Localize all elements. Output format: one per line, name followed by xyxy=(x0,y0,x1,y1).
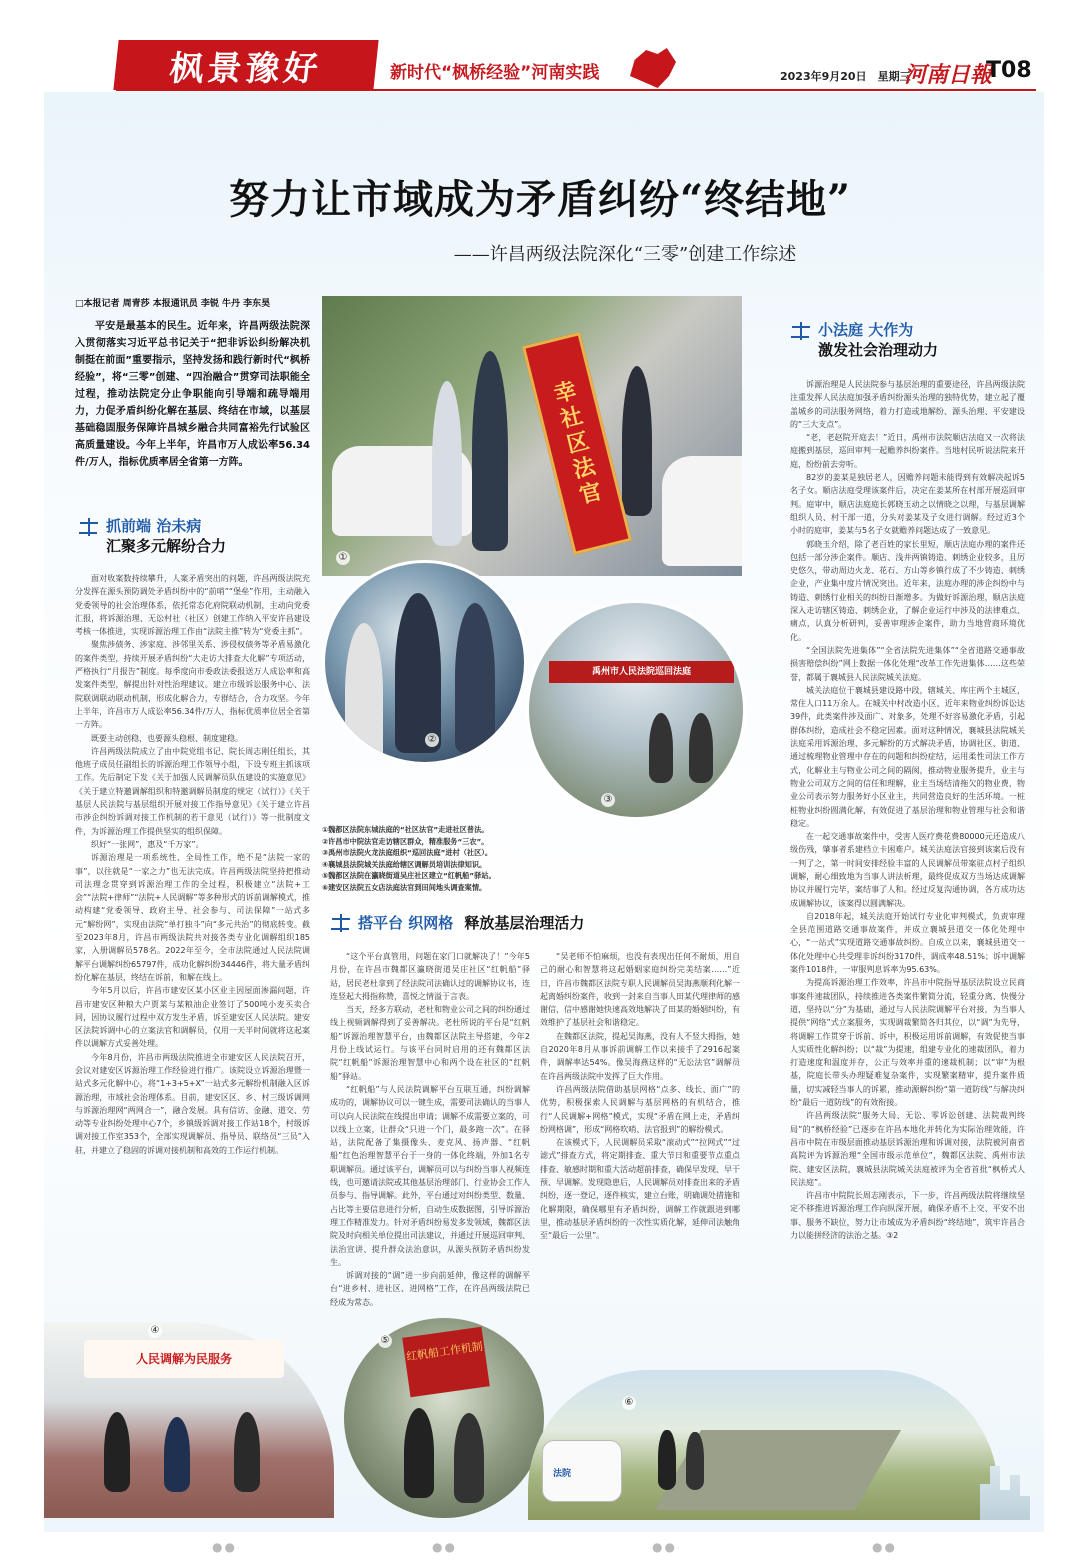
page-dots: ●● xyxy=(432,1540,457,1554)
section3-title: 小法庭 大作为 xyxy=(818,321,914,339)
section1-subtitle: 汇聚多元解纷合力 xyxy=(106,537,227,555)
column-masthead: 枫景豫好 xyxy=(113,40,378,90)
photo-visit-villagers xyxy=(322,560,527,765)
person-figure xyxy=(472,351,508,551)
person-figure xyxy=(686,1432,704,1490)
photo-badge: ③ xyxy=(601,793,615,807)
photo-badge: ⑥ xyxy=(622,1396,636,1410)
paragraph: 在魏都区法院，提起吴海燕，没有人不竖大拇指，她自2020年8月从事诉前调解工作以来接手了2916起案件，调解率达54%。像吴海燕这样的“无讼法官”调解员在许昌两级法院中发挥了巨大作用。 xyxy=(540,1031,740,1081)
section1-heading xyxy=(78,516,226,556)
person-figure xyxy=(689,713,713,783)
section3-subtitle: 激发社会治理动力 xyxy=(818,341,939,359)
section2-body-col1 xyxy=(330,950,530,1308)
section2-body-col2 xyxy=(540,950,740,1308)
series-banner: 新时代“枫桥经验”河南实践 xyxy=(390,63,600,83)
caption: ②许昌市中院法官走访辖区群众，精准服务“三农”。 xyxy=(322,836,489,846)
section2-heading xyxy=(330,912,584,936)
paragraph: “老，老赵院开庭去！”近日，禹州市法院顺店法庭又一次将法庭搬到基层，巡回审判一起赡养纠纷案件。当地村民听说法院来开庭，纷纷前去旁听。 xyxy=(790,433,1025,469)
person-figure xyxy=(234,1412,260,1492)
section2-title: 搭平台 织网格 xyxy=(358,914,454,932)
person-figure xyxy=(455,603,495,753)
page-number: T08 xyxy=(986,58,1032,83)
paragraph: 诉源治理是人民法院参与基层治理的重要途径，许昌两级法院注重发挥人民法庭加强矛盾纠纷源头治理的独特优势，建立起了覆盖城乡的司法服务网络，着力打造或地解纷、源头治理、平安建设的“三大支点”。 xyxy=(790,380,1025,429)
person-figure xyxy=(345,623,383,763)
person-figure xyxy=(432,381,462,546)
lead-paragraph: 平安是最基本的民生。近年来，许昌两级法院深入贯彻落实习近平总书记关于“把非诉讼纠纷解决机制挺在前面”重要指示，坚持发扬和践行新时代“枫桥经验”，将“三零”创建、“四治融合”贯穿司法职能全过程，推动法院定分止争职能向引导端和疏导端用力，力促矛盾纠纷化解在基层、终结在市域，以基层基础稳固服务保障许昌城乡融合共同富裕先行试验区高质量建设。今年上半年，许昌市万人成讼率56.34件/万人，指标优质率居全省第一方阵。 xyxy=(75,321,310,468)
header-rule xyxy=(116,89,1036,91)
section2-subtitle: 释放基层治理活力 xyxy=(464,914,585,932)
paragraph: 许昌两级法院成立了由中院党组书记、院长周志刚任组长，其他班子成员任副组长的诉源治理工作领导小组，下设专班主抓该项工作。先后制定下发《关于加强人民调解员队伍建设的实施意见》《关于建立特邀调解组织和特邀调解员制度的规定（试行）》《关于基层人民法院与基层组织开展对接工作指导意见》《关于建立许昌市涉企纠纷诉调对接工作机制的若干意见（试行）》等一批制度文件，为诉源治理工作提供坚实的组织保障。 xyxy=(75,746,310,836)
paragraph: 诉调对接的“调”进一步向前延伸，像这样的调解平台“进乡村、进社区、进网格”工作，在许昌两级法院已经成为常态。 xyxy=(330,1271,530,1307)
red-sail-sign: 红帆船工作机制 xyxy=(402,1327,490,1398)
photo-field-investigation xyxy=(528,1370,998,1520)
person-figure xyxy=(395,593,441,753)
caption: ⑤魏都区法院在瀛晓街道吴庄社区建立“红帆船”驿站。 xyxy=(322,871,496,880)
article-subtitle: ——许昌两级法院深化“三零”创建工作综述 xyxy=(453,244,797,265)
person-figure xyxy=(454,1413,484,1503)
photo-badge: ④ xyxy=(148,1324,162,1338)
paragraph: 聚焦涉债务、涉家庭、涉邻里关系、涉侵权债务等矛盾易激化的案件类型，持续开展矛盾纠纷“大走访大排查大化解”专项活动，严格执行“月报告”制度。每季度向市委政法委报送万人成讼率和高发案件类型，解提出针对性治理建议。建立市级诉讼服务中心、法院联调联动联动机制，形成化解合力，专群结合，合力攻坚。今年上半年，许昌市万人成讼率56.34件/万人，指标优质率位居全省第一方阵。 xyxy=(75,640,310,730)
caption: ④襄城县法院城关法庭给辖区调解员培训法律知识。 xyxy=(322,859,487,869)
article-title: 努力让市域成为矛盾纠纷“终结地” xyxy=(228,176,851,223)
page-dots: ●● xyxy=(652,1540,677,1554)
newspaper-logo: 河南日報 xyxy=(904,62,993,88)
caption: ①魏都区法院东城法庭的“社区法官”走进社区普法。 xyxy=(322,825,489,834)
person-figure xyxy=(622,366,652,516)
paragraph: 郭晓玉介绍，除了老百姓的家长里短，顺店法庭办理的案件还包括一部分涉企案件。顺店、浅井两镇铸造、刺绣企业较多，且厉史悠久，带动周边火龙、花石、方山等乡镇行成了不少铸造、刺绣企业，产业集中度片情况突出。近年来，法庭办理的涉企纠纷中与铸造、刺绣行业相关的纠纷日渐增多。为做好诉源治理，顺店法庭深入走访辖区铸造、刺绣企业，了解企业运行中涉及的法律难点、痛点，认真分析研判，妥善审理涉企案件，助力当地营商环境优化。 xyxy=(790,539,1025,642)
person-figure xyxy=(658,1430,676,1490)
caption: ③禹州市法院火龙法庭组织“巡回法庭”进村（社区）。 xyxy=(322,848,493,857)
photo-badge: ⑤ xyxy=(378,1334,392,1348)
paragraph: 诉源治理是一项系统性、全局性工作，绝不是“法院一家的事”，以往就是“一家之力”也无法完成。许昌两级法院坚持把推动司法理念贯穿到诉源治理工作的全过程，积极建立“法院+工会”“法院+律师”“法院+人民调解”等多种形式的诉前调解模式，推动构建“党委领导、政府主导、社会参与、司法保障”一站式多元“解纷网”，实现由法院“单打独斗”向“多元共治”的彻底转变。截至2023年8月，许昌市两级法院共对接各类专业化调解组织185家，入册调解员578名。2022年至今，全市法院通过人民法院调解平台调解纠纷65797件，成功化解纠纷34446件，将大量矛盾纠纷化解在基层，终结在诉前，和解在线上。 xyxy=(75,853,310,982)
scales-icon xyxy=(790,320,812,344)
van-label: 法院 xyxy=(553,1469,572,1479)
section3-heading xyxy=(790,320,938,360)
page-dots: ●● xyxy=(872,1540,897,1554)
paragraph: 许昌市中院院长周志刚表示，下一步，许昌两级法院将继续坚定不移推进诉源治理工作向纵深开展，确保矛盾不上交、平安不出事、服务不缺位，努力让市域成为矛盾纠纷“终结地”，筑牢许昌合力以能拼经济的法治之基。③2 xyxy=(790,1191,1025,1240)
car-shape xyxy=(662,456,742,566)
henan-map-icon xyxy=(630,48,676,88)
paragraph: “全国法院先进集体”“全省法院先进集体”“全省道路交通事故损害赔偿纠纷”网上数据一体化处理“改革工作先进集体……这些荣誉，都属于襄城县人民法院城关法庭。 xyxy=(790,645,1025,682)
paragraph: 自2018年起，城关法庭开始试行专业化审判模式，负责审理全县范围道路交通事故案件，并成立襄城县道交一体化处理中心，“一站式”实现道路交通事故纠纷。自成立以来，襄城县道交一体化处理中心共受理非诉纠纷3170件，调成率48.51%；诉中调解案件1018件，一审服判息诉率为95.63%。 xyxy=(790,911,1025,975)
paragraph: 城关法庭位于襄城县建设路中段，辖城关、库庄两个主城区，常住人口11万余人。在城关中村改造小区，近年来物业纠纷诉讼达39件，此类案件涉及面广、对象多，处理不好容易激化矛盾，引起群体纠纷，造成社会不稳定因素。面对这种情况，襄城县法院城关法庭采用诉源治理、多元解纷的方式解决矛盾，协调社区、街道、通过梳理物业管理中存在的问题和纠纷症结，运用柔性司法工作方式，化解业主与物业公司之间的隔阂，推动物业服务提升，业主与物业公司双方之间的信任和理解，业主当场结清拖欠的物业费，物业公司表示努力服务好小区业主，共同营造良好的生活环境。一桩桩物业纠纷圆满化解，有效促进了基层治理和物业管理与社会和谐稳定。 xyxy=(790,685,1025,828)
photo-red-sail-station xyxy=(344,1318,544,1518)
scales-icon xyxy=(330,912,352,936)
section3-body xyxy=(790,378,1025,1358)
page-header xyxy=(0,0,1080,90)
paragraph: 既要主动创稳，也要源头稳根、制度建稳。 xyxy=(91,733,243,743)
paragraph: 今年8月份，许昌市两级法院推进全市建安区人民法院召开，会议对建安区诉源治理工作经验进行推广。该院设立诉源治理暨一站式多元化解中心，将“1+3+5+X”一站式多元解纷机制融入区诉源治理，市域社会治理体系。目前，建安区区、乡、村三级诉调网与诉源治理网“两网合一”，融合发展。具有信访、金融、道交、劳动等专业纠纷处理中心7个，乡镇级诉调对接工作站18个，村级诉调对接工作室353个，全部实现调解员、指导员、联络员“三员”入驻，并建立了稳固的诉调对接机制和高效的工作运行机制。 xyxy=(75,1052,310,1155)
paragraph: 82岁的姜某是独居老人，因赡养问题未能得到有效解决起诉5名子女。顺店法庭受理该案件后，决定在姜某所在村部开展巡回审判。庭审中，顺店法庭庭长郭晓玉动之以情晓之以理，与基层调解组织人员、村干部一道，分头对姜某及子女进行调解。经过近3个小时的庭审，姜某与5名子女就赡养问题达成了一致意见。 xyxy=(790,473,1025,536)
person-figure xyxy=(104,1412,130,1492)
paragraph: 织好“一张网”，惠及“千万家”。 xyxy=(91,839,204,849)
paragraph: 许昌两级法院“服务大局、无讼、零诉讼创建、法院裁判终局”的“枫桥经验”已逐步在许昌本地化并转化为实际治理效能，许昌市中院在市级层面推动基层诉源治理和诉调对接，法院被河南省高院评为诉源治理“全国市级示范单位”，魏都区法院、禹州市法院、建安区法院，襄城县法院城关法庭被评为全省首批“枫桥式人民法庭”。 xyxy=(790,1111,1025,1187)
issue-date: 2023年9月20日 星期三 xyxy=(780,70,911,83)
scales-icon xyxy=(78,516,100,540)
paragraph: 当天，经多方联动，老杜和物业公司之间的纠纷通过线上视频调解得到了妥善解决。老杜所说的平台是“红帆船”诉源治理智慧平台，由魏都区法院主导搭建，今年2月份上线试运行。与该平台同时启用的还有魏都区法院“红帆船”诉源治理智慧中心和两个设在社区的“红帆船”驿站。 xyxy=(330,1005,530,1081)
section1-body xyxy=(75,572,310,1272)
page-dots: ●● xyxy=(212,1540,237,1554)
byline: □本报记者 周青莎 本报通讯员 李锐 牛丹 李东昊 xyxy=(75,299,271,309)
paragraph: 面对收案数持续攀升，人案矛盾突出的问题，许昌两级法院充分发挥在源头预防调处矛盾纠纷中的“前哨”“堡垒”作用，主动融入党委领导的社会治理体系，依托常态化府院联动机制，主动向党委汇报，将诉源治理、无讼村社（社区）创建工作纳入平安许昌建设考核一体推进，实现诉源治理工作由“法院主推”转为“党委主抓”。 xyxy=(75,574,310,637)
paragraph: 许昌两级法院借助基层网格“点多、线长、面广”的优势，积极探索人民调解与基层网格的有机结合，推行“人民调解+网格”模式，实现“矛盾在网上走，矛盾纠纷网格调”，形成“网格吹哨、法官报到”的解纷模式。 xyxy=(540,1084,740,1134)
paragraph: 今年5月以后，许昌市建安区某小区业主因屋面渗漏问题，许昌市建安区种粮大户贾某与某粮油企业签订了500吨小麦买卖合同，因协议履行过程中双方发生矛盾，诉至建安区人民法院。建安区法院诉调中心的立案法官和调解员，仅用一天半时间就将这起案件以调解方式妥善处理。 xyxy=(75,986,310,1049)
paragraph: “红帆船”与人民法院调解平台互联互通，纠纷调解成功的，调解协议可以一键生成，需要司法确认的当事人可以向人民法院在线提出申请；调解不成需要立案的，可以线上立案，让群众“只进一个门，最多跑一次”。在驿站，法院配备了集摄像头、麦克风、扬声器、“红帆船”红色治理智慧平台于一身的一体化终端，外加1名专职调解员。通过该平台，调解员可以与纠纷当事人视频连线，也可邀请法院或其他基层治理部门、行业协会工作人员参与、指导调解。此外，平台通过对纠纷类型、数量、占比等主要信息进行分析，自动生成数据图，引导诉源治理工作精准发力。针对矛盾纠纷易发多发领域，魏都区法院及时向相关单位提出司法建议，并通过开展巡回审判、法治宣讲、提升群众法治意识，从源头预防矛盾纠纷发生。 xyxy=(330,1084,530,1267)
photo-circuit-court xyxy=(526,600,746,820)
paragraph: 在该模式下，人民调解员采取“滚动式”“拉网式”“过滤式”排查方式，将定期排查、重大节日和重要节点重点排查、敏感时期和重大活动超前排查，确保早发现、早干预、早调解。发现隐患后，人民调解员对排查出来的矛盾纠纷，逐一登记，逐件核实，建立台账，明确调处措施和化解期限，确保哪里有矛盾纠纷，调解工作就跟进到哪里，推动基层矛盾纠纷的一次性实质化解，延伸司法触角至“最后一公里”。 xyxy=(540,1138,740,1241)
mediation-wall-sign: 人民调解为民服务 xyxy=(84,1340,284,1378)
paragraph: 为提高诉源治理工作效率，许昌市中院指导基层法院设立民商事案件速裁团队，持续推进各类案件繁简分流，轻重分离、快慢分道，坚持以“分”为基础，通过与人民法院调解平台对接，为当事人提供“网络”式立案服务，实现调裁繁简各归其位，以“调”为先导，将调解工作贯穿于诉前、诉中，积极运用诉前调解，有效促使当事人实质性化解纠纷；以“裁”为提速，组建专业化的速裁团队，着力打造速度和温度并存，公正与效率并重的速裁机制；以“审”为根基，院庭长带头办理疑难复杂案件，实现繁案精审，提升案件质量，切实减轻当事人的诉累，推动源解纠纷“第一道防线”与解决纠纷“最后一道防线”的有效衔接。 xyxy=(790,978,1025,1108)
caption: ⑥建安区法院五女店法庭法官到田间地头调查案情。 xyxy=(322,882,487,892)
person-figure xyxy=(164,1417,190,1492)
photo-badge: ② xyxy=(425,733,439,747)
photo-community-judge xyxy=(322,296,742,576)
court-van xyxy=(542,1440,622,1502)
paragraph: “这个平台真管用，问题在家门口就解决了！”今年5月份，在许昌市魏都区瀛晓街道吴庄社区“红帆船”驿站，居民老杜拿到了经法院司法确认过的调解协议书，连连竖起大拇指称赞，喜悦之情溢于言表。 xyxy=(330,952,530,1001)
circuit-court-sign: 禹州市人民法院巡回法庭 xyxy=(549,661,734,683)
section1-title: 抓前端 治未病 xyxy=(106,517,202,535)
person-figure xyxy=(404,1408,434,1498)
photo-badge: ① xyxy=(336,551,350,565)
community-court-banner: 幸社区法官 xyxy=(522,332,632,555)
person-figure xyxy=(649,713,673,783)
paragraph: “吴老师不怕麻烦，也没有表现出任何不耐烦，用自己的耐心和智慧将这起婚姻家庭纠纷完美结案……”近日，许昌市魏都区法院专职人民调解员吴海燕顺利化解一起离婚纠纷案件，收到一封来自当事人田某代理律师的感谢信，信中感谢她快速高效地解决了田某的婚姻纠纷，有效维护了基层社会和谐稳定。 xyxy=(540,952,740,1028)
paragraph: 在一起交通事故案件中，受害人医疗费花费80000元还造成八级伤残，肇事者系建档立卡困难户。城关法庭法官接到该案后没有一判了之，第一时间安排经验丰富的人民调解员带案驻点村子组织调解，耐心细致地为当事人讲法析理，最终促成双方当场达成调解协议并履行完毕，案结事了人和。经过反复沟通协调，各方成功达成调解协议，该案得以圆满解决。 xyxy=(790,832,1025,908)
photo-captions xyxy=(322,824,622,893)
